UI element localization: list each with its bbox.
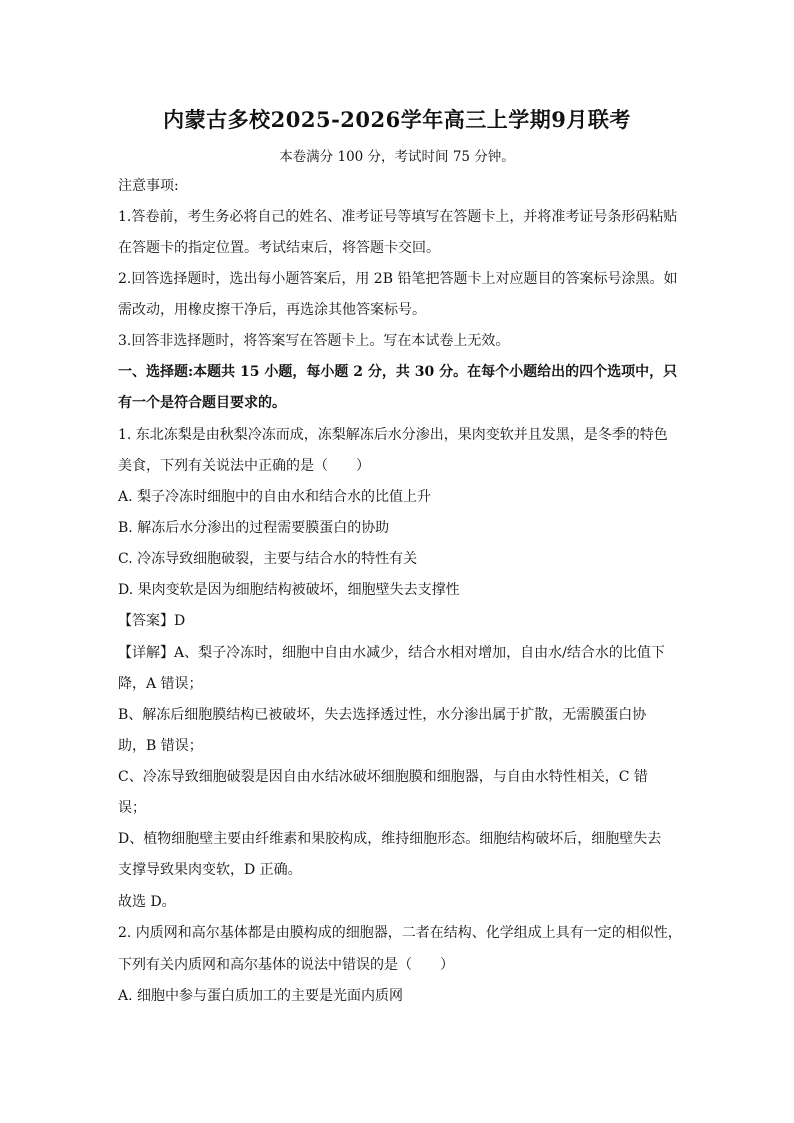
question-1-stem-line-2: 美食，下列有关说法中正确的是（ ）	[118, 458, 370, 474]
question-1-option-a: A. 梨子冷冻时细胞中的自由水和结合水的比值上升	[118, 489, 432, 505]
question-1-explanation-a-line-2: 降，A 错误；	[118, 676, 203, 692]
question-1-explanation-d-line-1: D、植物细胞壁主要由纤维素和果胶构成，维持细胞形态。细胞结构破坏后，细胞壁失去	[118, 831, 662, 847]
notice-item-2-line-2: 需改动，用橡皮擦干净后，再选涂其他答案标号。	[118, 302, 426, 318]
question-1-stem-line-1: 1. 东北冻梨是由秋梨冷冻而成，冻梨解冻后水分渗出，果肉变软并且发黑，是冬季的特色	[118, 427, 668, 443]
notice-item-2-line-1: 2.回答选择题时，选出每小题答案后，用 2B 铅笔把答题卡上对应题目的答案标号涂黑。如	[118, 271, 678, 287]
question-1-explanation-c-line-1: C、冷冻导致细胞破裂是因自由水结冰破坏细胞膜和细胞器，与自由水特性相关，C 错	[118, 769, 648, 785]
question-2-stem-line-1: 2. 内质网和高尔基体都是由膜构成的细胞器，二者在结构、化学组成上具有一定的相似性，	[118, 925, 682, 941]
question-1-explanation-a-line-1: 【详解】A、梨子冷冻时，细胞中自由水减少，结合水相对增加，自由水/结合水的比值下	[118, 645, 665, 661]
question-1-explanation-b-line-1: B、解冻后细胞膜结构已被破坏，失去选择透过性，水分渗出属于扩散，无需膜蛋白协	[118, 707, 647, 723]
section-heading-line-2: 有一个是符合题目要求的。	[118, 395, 286, 411]
question-1-explanation-c-line-2: 误；	[118, 800, 146, 816]
exam-subtitle: 本卷满分 100 分，考试时间 75 分钟。	[279, 149, 515, 165]
notice-item-1-line-1: 1.答卷前，考生务必将自己的姓名、准考证号等填写在答题卡上，并将准考证号条形码粘贴	[118, 209, 678, 225]
question-1-explanation-d-line-2: 支撑导致果肉变软，D 正确。	[118, 862, 302, 878]
question-1-option-d: D. 果肉变软是因为细胞结构被破坏，细胞壁失去支撑性	[118, 582, 460, 598]
notice-item-3: 3.回答非选择题时，将答案写在答题卡上。写在本试卷上无效。	[118, 333, 510, 349]
question-2-option-a: A. 细胞中参与蛋白质加工的主要是光面内质网	[118, 988, 404, 1004]
notice-heading: 注意事项:	[118, 178, 179, 194]
question-1-option-b: B. 解冻后水分渗出的过程需要膜蛋白的协助	[118, 520, 390, 536]
notice-item-1-line-2: 在答题卡的指定位置。考试结束后，将答题卡交回。	[118, 240, 440, 256]
question-1-answer: 【答案】D	[118, 613, 186, 629]
question-1-conclusion: 故选 D。	[118, 894, 176, 910]
question-2-stem-line-2: 下列有关内质网和高尔基体的说法中错误的是（ ）	[118, 957, 454, 973]
question-1-option-c: C. 冷冻导致细胞破裂，主要与结合水的特性有关	[118, 551, 418, 567]
exam-title: 内蒙古多校2025-2026学年高三上学期9月联考	[163, 107, 631, 132]
question-1-explanation-b-line-2: 助，B 错误；	[118, 738, 203, 754]
section-heading-line-1: 一、选择题:本题共 15 小题，每小题 2 分，共 30 分。在每个小题给出的四个选项中，只	[118, 364, 678, 380]
